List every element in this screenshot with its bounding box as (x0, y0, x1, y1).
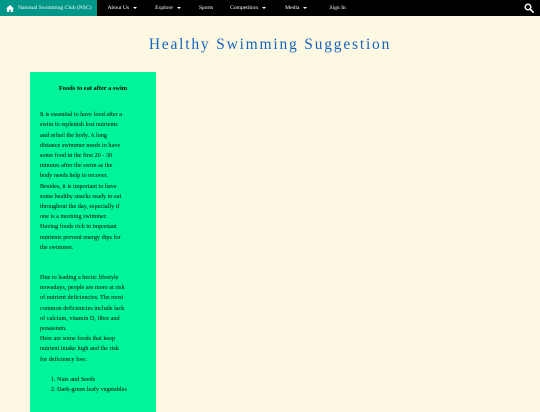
home-icon (6, 5, 14, 12)
paragraph-line: nutrients prevent energy dips for (40, 233, 121, 241)
paragraph-line: of nutrient deficiencies. The most (40, 294, 124, 302)
paragraph-line: Due to leading a hectic lifestyle (40, 274, 119, 282)
chevron-down-icon (133, 7, 137, 9)
paragraph-spacer (40, 253, 146, 263)
paragraph-line: some food in the first 20 - 30 (40, 152, 113, 160)
nav-home-label: National Swimming Club (NSC) (18, 5, 92, 11)
page-title: Healthy Swimming Suggestion (148, 36, 392, 53)
paragraph-line: potassium. (40, 325, 67, 333)
paragraph-line: body needs help to recover. (40, 172, 108, 180)
paragraph-line: Having foods rich in important (40, 223, 117, 231)
nav-item-competition[interactable] (220, 0, 273, 16)
paragraph-line: of calcium, vitamin D, fibre and (40, 314, 120, 322)
food-list (40, 375, 146, 395)
nav-item-label: Media (285, 5, 300, 11)
nav-item-about-us[interactable] (97, 0, 145, 16)
nav-item-label: Sign In (329, 5, 346, 11)
paragraph-line: throughout the day, especially if (40, 203, 120, 211)
paragraph-line: minutes after the swim as the (40, 162, 113, 170)
paragraph-line: some healthy snacks ready to eat (40, 192, 122, 200)
nav-home-link[interactable] (0, 0, 97, 16)
paragraph-line: common deficiencies include lack (40, 304, 125, 312)
chevron-down-icon (177, 7, 181, 9)
nav-item-explore[interactable] (144, 0, 188, 16)
paragraph-line: one is a morning swimmer. (40, 213, 108, 221)
paragraph-line: and refuel the body. A long (40, 131, 107, 139)
paragraph-line: the swimmer. (40, 243, 74, 251)
nav-item-sign-in[interactable] (314, 0, 352, 16)
paragraph-line: Besides, it is important to have (40, 182, 117, 190)
nav-item-sports[interactable] (188, 0, 220, 16)
card-title: Foods to eat after a swim (58, 85, 128, 92)
paragraph-line: for deficiency low: (40, 355, 88, 363)
chevron-down-icon (262, 7, 266, 9)
deficiency-paragraph (40, 273, 146, 365)
paragraph-line: nutrient intake high and the risk (40, 345, 119, 353)
nav-item-label: Explore (155, 5, 173, 11)
paragraph-line: nowadays, people are more at risk (40, 284, 125, 292)
intro-paragraph (40, 110, 146, 253)
list-item: 2. Dark-green leafy vegetables (57, 385, 146, 395)
foods-after-swim-card (30, 72, 156, 412)
nav-item-label: Competition (230, 5, 259, 11)
nav-item-label: About Us (107, 5, 130, 11)
paragraph-line: It is essential to have food after a (40, 111, 122, 119)
paragraph-line: swim to replenish lost nutrients (40, 121, 118, 129)
search-icon[interactable] (524, 3, 534, 13)
list-item: 1. Nuts and Seeds (57, 375, 146, 385)
paragraph-spacer (40, 263, 146, 273)
paragraph-line: distance swimmer needs to have (40, 141, 121, 149)
nav-item-media[interactable] (273, 0, 314, 16)
top-navbar (0, 0, 540, 16)
nav-item-label: Sports (198, 5, 214, 11)
chevron-down-icon (303, 7, 307, 9)
paragraph-line: Here are some foods that keep (40, 335, 116, 343)
